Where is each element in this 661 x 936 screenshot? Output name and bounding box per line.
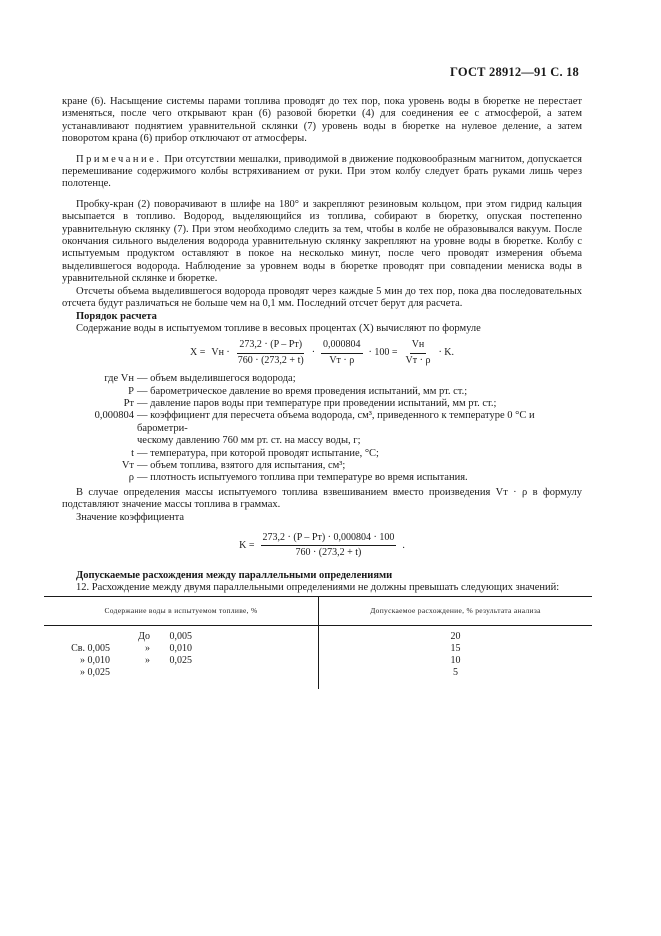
paragraph-procedure: Пробку-кран (2) поворачивают в шлифе на 180° и закрепляют резиновым кольцом, при этом гидрид кальция высыпается в топливо. Водород, выделяющийся из топлива, собирают в бюретку, опуская постепенно уравнительную склянку (7). При этом необходимо следить за тем, чтобы в колбе не образовывался вакуум. После окончания сильного выделения водорода уравнительную склянку закрепляют на уровне воды в бюретке. Колбу с испытуемым продуктом оставляют в покое на несколько минут, после чего проводят измерения объема выделившегося водорода. Наблюдение за уровнем воды в бюретке проводят при совпадении мениска воды в уравнительной склянке и бюретке. — [62, 198, 582, 285]
note-label: Примечание. — [76, 153, 162, 165]
paragraph-continuation: кране (6). Насыщение системы парами топлива проводят до тех пор, пока уровень воды в бюретке не перестает изменяться, после чего открывают кран (6) разовой бюретки (4) для соединения ее с атмосферой, а затем устанавливают поднятием уравнительной склянки (7) уровень воды в бюретке на нулевое деление, а затем поворотом крана (6) прибор отключают от атмосферы. — [62, 96, 582, 145]
note-paragraph — [62, 154, 582, 191]
column-header-water-content: Содержание воды в испытуемом топливе, % — [44, 597, 319, 626]
formula-x: X = Vн · $\frac{273,2 \cdot (P - Pт)}{760 \cdot (273,2 + t)}$ · $\frac{0,000804}{Vт \cdot \rho}$ · 100 = $\frac{Vн}{Vт \cdot \rho}$ · K. — [189, 339, 454, 366]
table-row: » 0,025 5 — [44, 667, 592, 689]
variable-definitions — [62, 373, 582, 485]
definition-row: Pт — давление паров воды при температуре при проведении испытаний, мм рт. ст.; — [123, 397, 497, 409]
definition-continuation: ческому давлению 760 мм рт. ст. на массу воды, г; — [137, 435, 361, 447]
paragraph-formula-intro: Содержание воды в испытуемом топливе в весовых процентах (X) вычисляют по формуле — [76, 322, 481, 334]
definition-row: t — температура, при которой проводят испытание, °С; — [131, 447, 379, 459]
definition-row: Vт — объем топлива, взятого для испытания, см³; — [121, 459, 346, 471]
table-header-row — [44, 597, 592, 626]
paragraph-coefficient: Значение коэффициента — [76, 511, 185, 523]
definition-row: где Vн — объем выделившегося водорода; — [104, 373, 296, 385]
heading-discrepancies: Допускаемые расхождения между параллельными определениями — [76, 569, 393, 581]
definition-row: ρ — плотность испытуемого топлива при температуре во время испытания. — [128, 472, 468, 484]
formula-k: K = $\frac{273,2 \cdot (P - Pт) \cdot 0,000804 \cdot 100}{760 \cdot (273,2 + t)}$ . — [239, 532, 405, 559]
table-row: » 0,010 » 0,025 10 — [44, 655, 592, 667]
definition-row: 0,000804 — коэффициент для пересчета объема водорода, см³, приведенного к температуре 0 °С и барометри- — [94, 410, 535, 434]
table-row: Св. 0,005 » 0,010 15 — [44, 643, 592, 655]
heading-calculation: Порядок расчета — [76, 310, 157, 322]
definition-row: P — барометрическое давление во время проведения испытаний, мм рт. ст.; — [128, 385, 468, 397]
page-header: ГОСТ 28912—91 С. 18 — [450, 65, 579, 79]
paragraph-readings: Отсчеты объема выделившегося водорода проводят через каждые 5 мин до тех пор, пока два последовательных отсчета будут различаться не больше чем на 0,1 мм. Последний отсчет берут для расчета. — [62, 285, 582, 310]
table-row: До 0,005 20 — [44, 626, 592, 644]
paragraph-mass-note: В случае определения массы испытуемого топлива взвешиванием вместо произведения Vт · ρ в формулу подставляют значение массы топлива в граммах. — [62, 486, 582, 511]
document-body — [62, 96, 582, 595]
discrepancy-table — [44, 596, 592, 689]
paragraph-clause-12: 12. Расхождение между двумя параллельными определениями не должны превышать следующих значений: — [76, 582, 560, 594]
column-header-allowed-discrepancy: Допускаемое расхождение, % результата анализа — [319, 597, 593, 626]
note-text: При отсутствии мешалки, приводимой в движение подковообразным магнитом, допускается перемешивание содержимого колбы встряхиванием от руки. При этом колбу следует брать руками лишь через полотенце. — [62, 153, 582, 190]
